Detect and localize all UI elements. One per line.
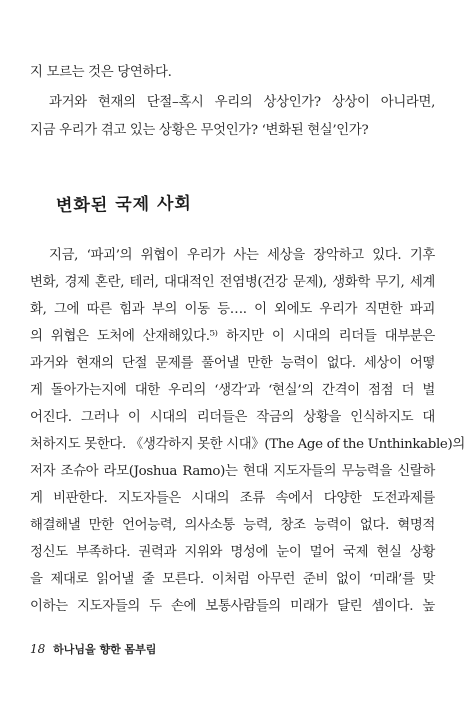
body-line: 저자 조슈아 라모(Joshua Ramo)는 현대 지도자들의 무능력을 신랄하	[30, 464, 435, 479]
section-title: 변화된 국제 사회	[55, 193, 193, 217]
body-line: 정신도 부족하다. 권력과 지위와 명성에 눈이 멀어 국제 현실 상황	[30, 545, 435, 560]
body-line: 의 위협은 도처에 산재해있다.⁵⁾ 하지만 이 시대의 리더들 대부분은	[30, 329, 435, 344]
body-line: 변화, 경제 혼란, 테러, 대대적인 전염병(건강 문제), 생화학 무기, 세계	[30, 275, 435, 290]
page-number: 18	[30, 642, 46, 656]
page-footer	[30, 641, 156, 657]
body-line: 지금, ‘파괴’의 위협이 우리가 사는 세상을 장악하고 있다. 기후	[49, 248, 435, 263]
body-line: 해결해낼 만한 언어능력, 의사소통 능력, 창조 능력이 없다. 혁명적	[30, 518, 435, 533]
body-line: 과거와 현재의 단절 문제를 풀어낼 만한 능력이 없다. 세상이 어떻	[30, 356, 435, 371]
body-line: 화, 그에 따른 힘과 부의 이동 등…. 이 외에도 우리가 직면한 파괴	[30, 302, 435, 317]
body-line: 을 제대로 읽어낼 줄 모른다. 이처럼 아무런 준비 없이 ‘미래’를 맞	[30, 572, 435, 587]
body-line: 게 비판한다. 지도자들은 시대의 조류 속에서 다양한 도전과제를	[30, 491, 435, 506]
text-line: 과거와 현재의 단절–혹시 우리의 상상인가? 상상이 아니라면,	[49, 95, 435, 110]
body-line: 어진다. 그러나 이 시대의 리더들은 작금의 상황을 인식하지도 대	[30, 410, 435, 425]
text-line: 지금 우리가 겪고 있는 상황은 무엇인가? ‘변화된 현실’인가?	[30, 123, 369, 138]
body-line: 게 돌아가는지에 대한 우리의 ‘생각’과 ‘현실’의 간격이 점점 더 벌	[30, 383, 435, 398]
body-line: 이하는 지도자들의 두 손에 보통사람들의 미래가 달린 셈이다. 높	[30, 599, 435, 614]
running-title: 하나님을 향한 몸부림	[53, 643, 157, 656]
text-line: 지 모르는 것은 당연하다.	[30, 65, 172, 80]
body-line: 처하지도 못한다. 《생각하지 못한 시대》(The Age of the Unthinkable)의	[30, 437, 465, 452]
